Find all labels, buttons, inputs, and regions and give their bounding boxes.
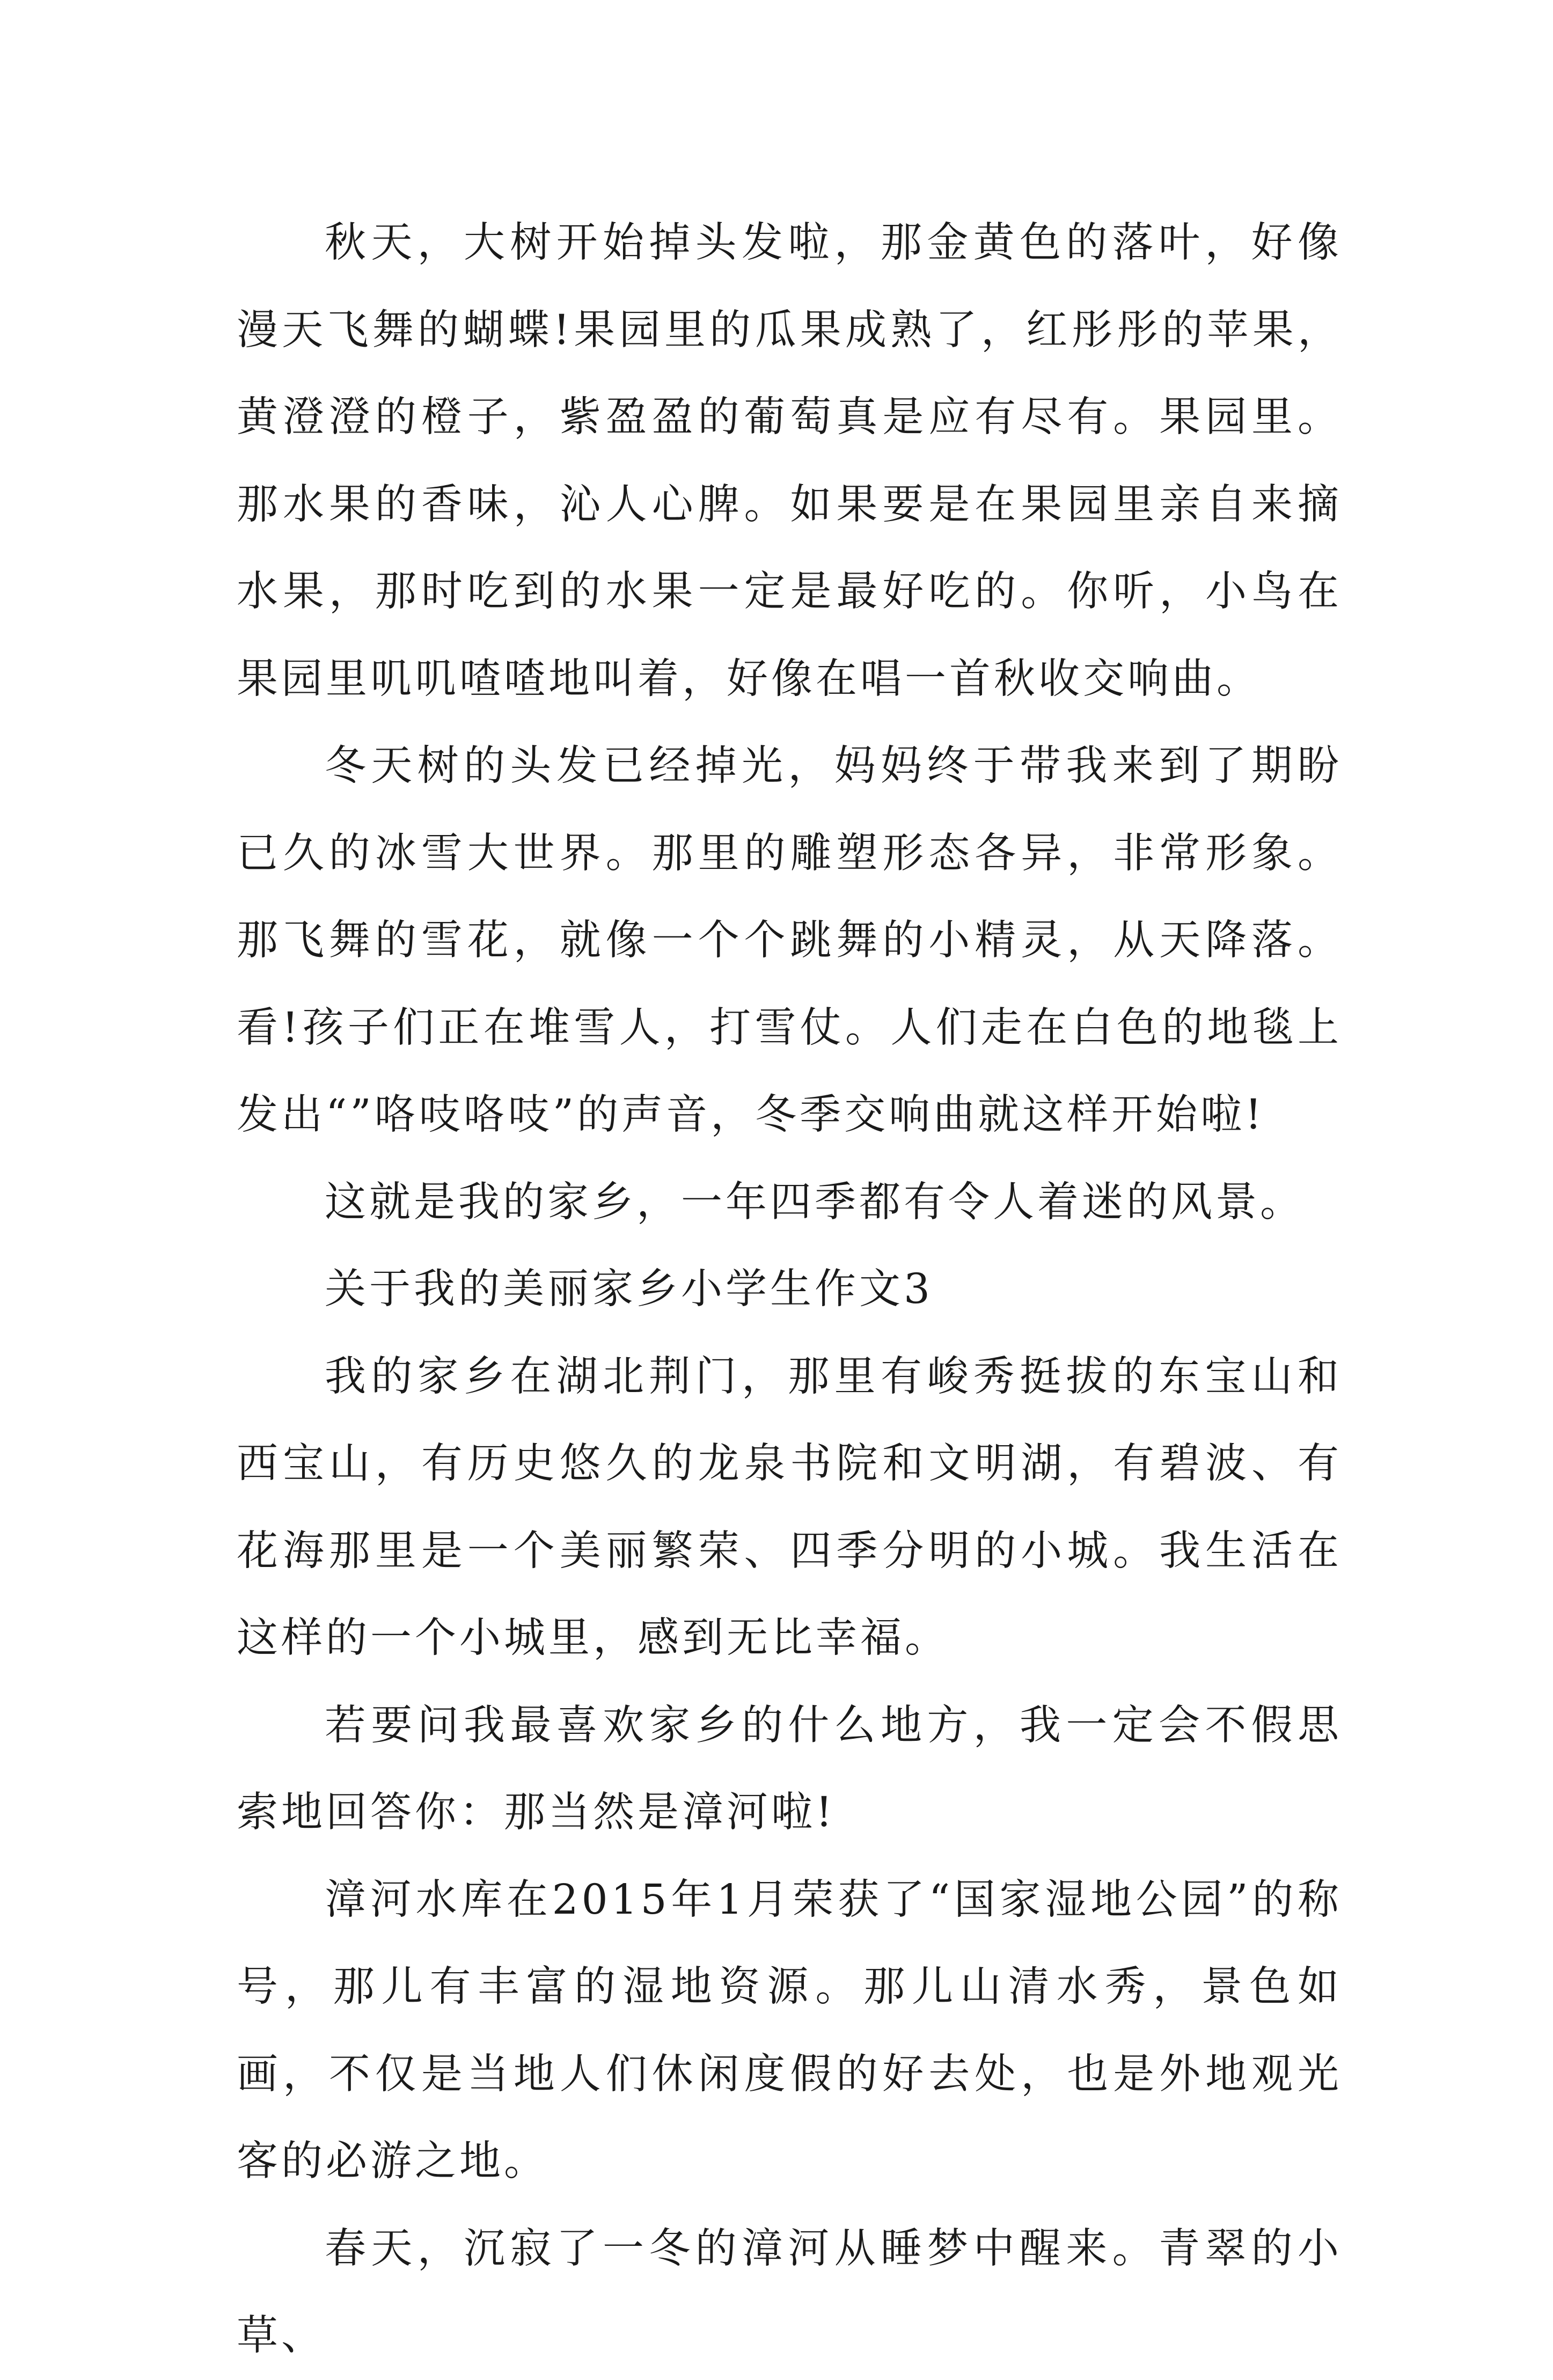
paragraph-winter: 冬天树的头发已经掉光，妈妈终于带我来到了期盼已久的冰雪大世界。那里的雕塑形态各异，非常形象。那飞舞的雪花，就像一个个跳舞的小精灵，从天降落。看!孩子们正在堆雪人，打雪仗。人们走在白色的地毯上发出“”咯吱咯吱”的声音，冬季交响曲就这样开始啦!	[237, 742, 1342, 1139]
essay-heading: 关于我的美丽家乡小学生作文3	[325, 1265, 933, 1313]
paragraph-hometown-intro: 我的家乡在湖北荆门，那里有峻秀挺拔的东宝山和西宝山，有历史悠久的龙泉书院和文明湖，有碧波、有花海那里是一个美丽繁荣、四季分明的小城。我生活在这样的一个小城里，感到无比幸福。	[237, 1352, 1342, 1662]
paragraph-autumn: 秋天，大树开始掉头发啦，那金黄色的落叶，好像漫天飞舞的蝴蝶!果园里的瓜果成熟了，红彤彤的苹果，黄澄澄的橙子，紫盈盈的葡萄真是应有尽有。果园里。那水果的香味，沁人心脾。如果要是在果园里亲自来摘水果，那时吃到的水果一定是最好吃的。你听，小鸟在果园里叽叽喳喳地叫着，好像在唱一首秋收交响曲。	[237, 219, 1342, 703]
paragraph-conclusion: 这就是我的家乡，一年四季都有令人着迷的风景。	[325, 1178, 1305, 1226]
paragraph-spring: 春天，沉寂了一冬的漳河从睡梦中醒来。青翠的小草、	[237, 2224, 1342, 2360]
essay-body	[237, 200, 1342, 2380]
paragraph-favorite-place: 若要问我最喜欢家乡的什么地方，我一定会不假思索地回答你：那当然是漳河啦!	[237, 1701, 1342, 1836]
paragraph-zhanghe-reservoir: 漳河水库在2015年1月荣获了“国家湿地公园”的称号，那儿有丰富的湿地资源。那儿山清水秀，景色如画，不仅是当地人们休闲度假的好去处，也是外地观光客的必游之地。	[237, 1876, 1342, 2185]
